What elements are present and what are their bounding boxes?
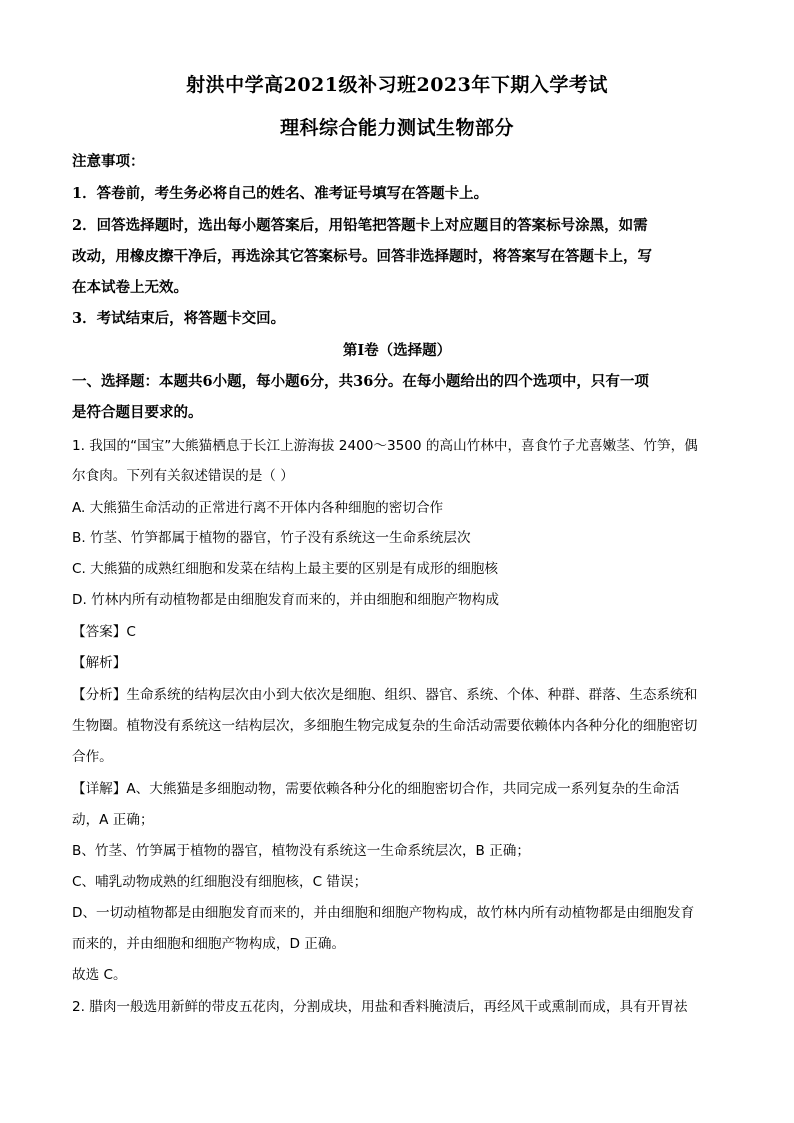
q1-analysis-label: 【解析】 (72, 655, 127, 671)
notice-item-2-line-3: 在本试卷上无效。 (72, 279, 188, 296)
notice-item-2-line-2: 改动，用橡皮擦干净后，再选涂其它答案标号。回答非选择题时，将答案写在答题卡上，写 (72, 248, 652, 265)
q1-detail-b: B、竹茎、竹笋属于植物的器官，植物没有系统这一生命系统层次，B 正确； (72, 843, 530, 859)
q1-option-a: A. 大熊猫生命活动的正常进行离不开体内各种细胞的密切合作 (72, 500, 444, 516)
notice-item-1: 1．答卷前，考生务必将自己的姓名、准考证号填写在答题卡上。 (72, 185, 489, 202)
q1-stem-line-1: 1. 我国的“国宝”大熊猫栖息于长江上游海拔 2400～3500 的高山竹林中，喜食竹子尤喜嫩茎、竹笋，偶 (72, 438, 698, 454)
section-heading: 第I卷（选择题） (342, 342, 452, 359)
section-instruction-line-1: 一、选择题：本题共6小题，每小题6分，共36分。在每小题给出的四个选项中，只有一项 (72, 373, 649, 390)
q1-analysis-line-2: 生物圈。植物没有系统这一结构层次，多细胞生物完成复杂的生命活动需要依赖体内各种分化的细胞密切 (72, 718, 698, 734)
q2-stem-line-1: 2. 腊肉一般选用新鲜的带皮五花肉，分割成块，用盐和香料腌渍后，再经风干或熏制而成，具有开胃祛 (72, 999, 688, 1015)
notice-heading: 注意事项： (72, 153, 145, 170)
q1-detail-d-line-1: D、一切动植物都是由细胞发育而来的，并由细胞和细胞产物构成，故竹林内所有动植物都是由细胞发育 (72, 905, 695, 921)
notice-item-3: 3．考试结束后，将答题卡交回。 (72, 310, 286, 327)
q1-option-c: C. 大熊猫的成熟红细胞和发菜在结构上最主要的区别是有成形的细胞核 (72, 561, 498, 577)
q1-conclusion: 故选 C。 (72, 967, 127, 983)
page-title: 射洪中学高2021级补习班2023年下期入学考试 (186, 74, 608, 96)
q1-option-b: B. 竹茎、竹笋都属于植物的器官，竹子没有系统这一生命系统层次 (72, 530, 471, 546)
q1-stem-line-2: 尔食肉。下列有关叙述错误的是（ ） (72, 468, 294, 484)
q1-analysis-line-3: 合作。 (72, 749, 113, 765)
q1-answer: 【答案】C (72, 624, 136, 640)
notice-item-2-line-1: 2．回答选择题时，选出每小题答案后，用铅笔把答题卡上对应题目的答案标号涂黑，如需 (72, 217, 648, 234)
q1-detail-line-1: 【详解】A、大熊猫是多细胞动物，需要依赖各种分化的细胞密切合作，共同完成一系列复杂的生命活 (72, 781, 680, 797)
q1-detail-line-2: 动，A 正确； (72, 812, 154, 828)
section-instruction-line-2: 是符合题目要求的。 (72, 404, 203, 421)
q1-analysis-line-1: 【分析】生命系统的结构层次由小到大依次是细胞、组织、器官、系统、个体、种群、群落、生态系统和 (72, 687, 698, 703)
q1-detail-d-line-2: 而来的，并由细胞和细胞产物构成，D 正确。 (72, 936, 346, 952)
q1-option-d: D. 竹林内所有动植物都是由细胞发育而来的，并由细胞和细胞产物构成 (72, 592, 499, 608)
q1-detail-c: C、哺乳动物成熟的红细胞没有细胞核，C 错误； (72, 874, 368, 890)
page-subtitle: 理科综合能力测试生物部分 (279, 117, 514, 139)
